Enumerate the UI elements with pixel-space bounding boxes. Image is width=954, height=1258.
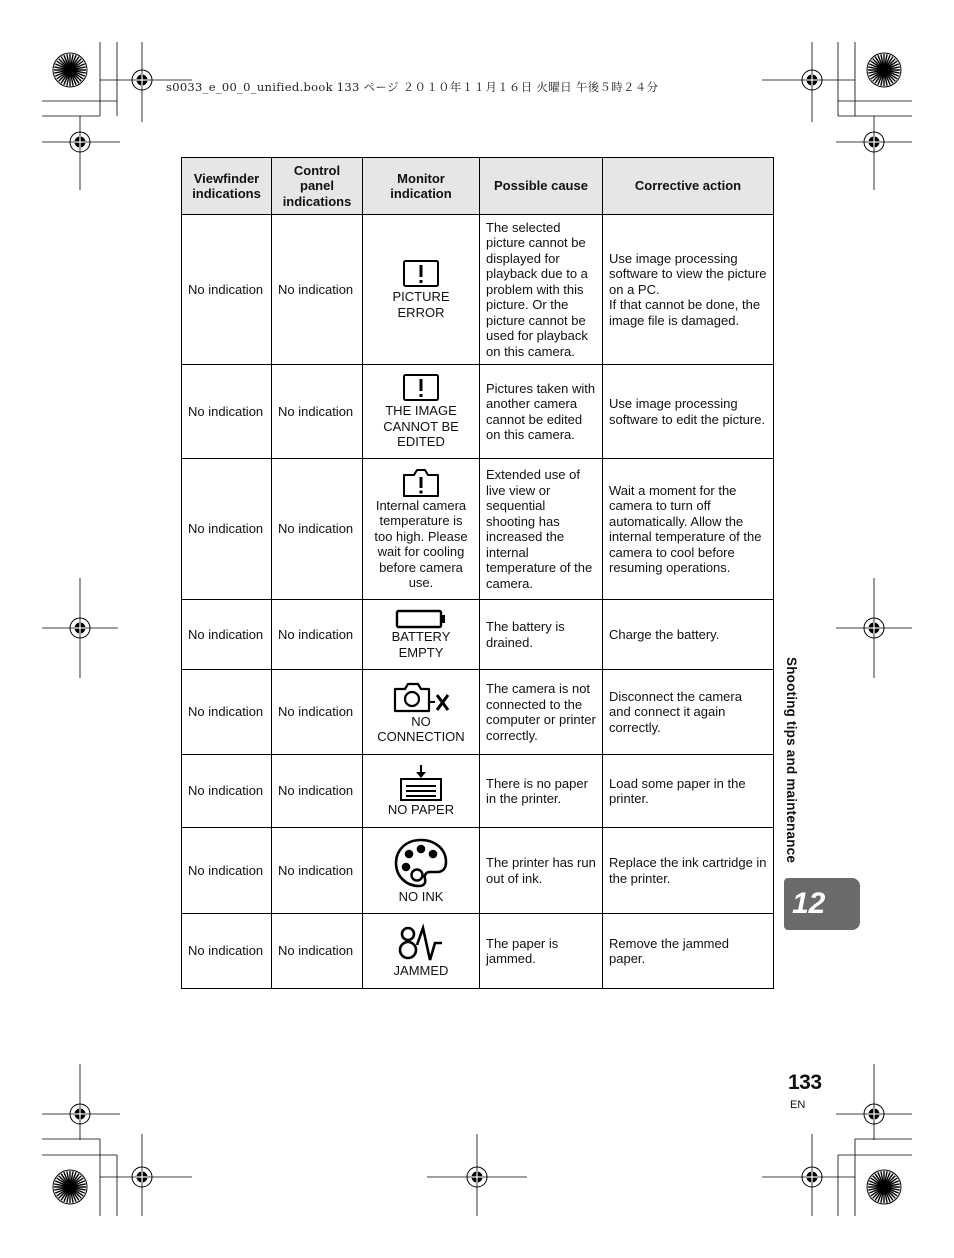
monitor-label: NO PAPER [387,802,455,818]
viewfinder-cell: No indication [182,459,272,600]
cause-cell: The battery is drained. [480,600,603,670]
header-corrective-action: Corrective action [603,158,774,215]
monitor-cell [363,828,480,914]
action-cell [603,365,774,459]
control-panel-cell: No indication [272,459,363,600]
action-cell [603,914,774,989]
ink-palette-icon [393,837,449,889]
paper-jam-icon [397,923,445,963]
warning-icon [402,259,440,289]
table-row [182,600,774,670]
control-panel-cell: No indication [272,365,363,459]
monitor-cell [363,600,480,670]
action-line: Load some paper in the printer. [609,775,746,806]
camera-no-connection-icon [391,680,451,714]
viewfinder-cell: No indication [182,755,272,828]
viewfinder-cell: No indication [182,828,272,914]
monitor-label: NO INK [398,888,444,904]
cause-cell: The selected picture cannot be displayed for playback due to a problem with this picture. Or the picture cannot be used for playback on this camera. [480,215,603,365]
cause-cell: The printer has run out of ink. [480,828,603,914]
action-cell [603,670,774,755]
action-cell [603,600,774,670]
page-number: 133 [788,1071,822,1094]
cause-cell: Pictures taken with another camera cannot be edited on this camera. [480,365,603,459]
print-header: s0033_e_00_0_unified.book 133 ページ ２０１０年１１月１６日 火曜日 午後５時２４分 [166,80,659,94]
cause-cell: Extended use of live view or sequential shooting has increased the internal temperature of the camera. [480,459,603,600]
viewfinder-cell: No indication [182,914,272,989]
cause-cell: The camera is not connected to the computer or printer correctly. [480,670,603,755]
action-cell [603,755,774,828]
table-row [182,215,774,365]
monitor-label: THE IMAGE CANNOT BE EDITED [383,403,459,450]
viewfinder-cell: No indication [182,670,272,755]
table-row [182,365,774,459]
action-line: Remove the jammed paper. [609,935,729,966]
chapter-tab [784,878,860,930]
action-cell [603,828,774,914]
header-possible-cause: Possible cause [480,158,603,215]
monitor-cell [363,365,480,459]
monitor-cell [363,459,480,600]
monitor-cell [363,215,480,365]
header-monitor: Monitor indication [363,158,480,215]
table-row [182,828,774,914]
control-panel-cell: No indication [272,914,363,989]
language-code: EN [790,1099,806,1111]
control-panel-cell: No indication [272,600,363,670]
battery-empty-icon [395,609,447,629]
control-panel-cell: No indication [272,670,363,755]
warning-icon [402,373,440,403]
cause-cell: The paper is jammed. [480,914,603,989]
table-row [182,670,774,755]
action-cell [603,215,774,365]
table-row [182,914,774,989]
monitor-label: NO CONNECTION [377,713,465,744]
monitor-label: BATTERY EMPTY [391,629,451,660]
action-cell [603,459,774,600]
troubleshooting-table [181,157,774,989]
control-panel-cell: No indication [272,755,363,828]
header-viewfinder: Viewfinder indications [182,158,272,215]
camera-warning-icon [401,468,441,498]
action-line: Use image processing software to edit the picture. [609,396,766,427]
control-panel-cell: No indication [272,215,363,365]
monitor-label: JAMMED [393,963,449,979]
monitor-cell [363,755,480,828]
table-row [182,755,774,828]
action-line: Use image processing software to view the picture on a PC. [609,250,767,297]
action-line: Disconnect the camera and connect it again correctly. [609,688,742,735]
action-line: Charge the battery. [609,626,720,642]
table-row [182,459,774,600]
action-line: If that cannot be done, the image file is damaged. [609,297,761,328]
control-panel-cell: No indication [272,828,363,914]
viewfinder-cell: No indication [182,215,272,365]
table-header-row [182,158,774,215]
header-control-panel: Control panel indications [272,158,363,215]
paper-tray-icon [398,764,444,802]
monitor-label: Internal camera temperature is too high. Please wait for cooling before camera use. [374,497,468,590]
viewfinder-cell: No indication [182,365,272,459]
side-section-title: Shooting tips and maintenance [784,657,799,864]
action-line: Replace the ink cartridge in the printer. [609,855,767,886]
chapter-number: 12 [792,887,826,920]
monitor-cell [363,914,480,989]
action-line: Wait a moment for the camera to turn off automatically. Allow the internal temperature of the camera to cool before resuming operations. [609,482,762,575]
monitor-label: PICTURE ERROR [392,289,450,320]
cause-cell: There is no paper in the printer. [480,755,603,828]
viewfinder-cell: No indication [182,600,272,670]
monitor-cell [363,670,480,755]
